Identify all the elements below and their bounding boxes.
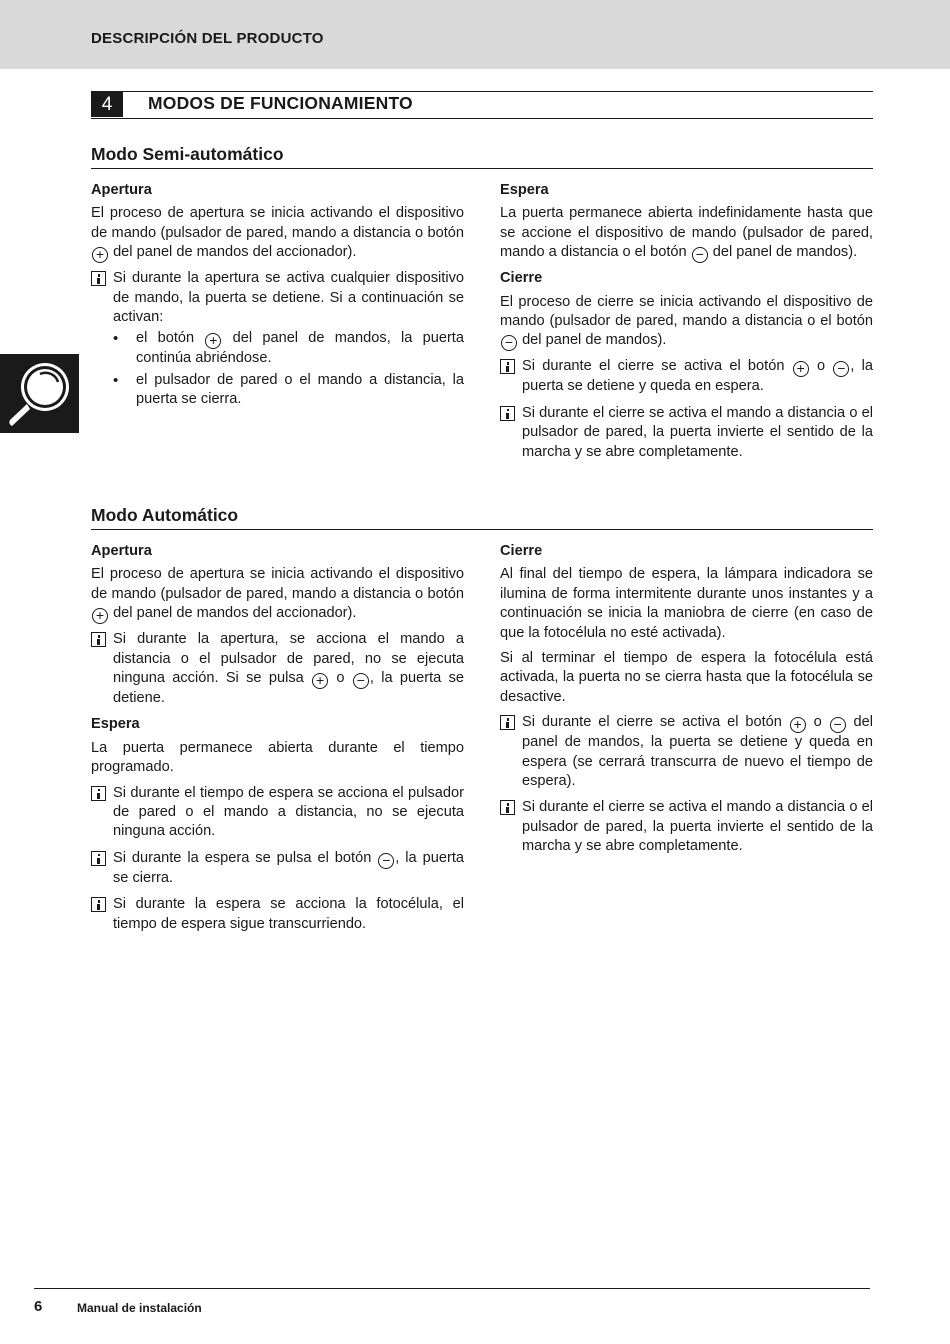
plus-button-icon: + [312,673,328,689]
info-icon [500,359,515,374]
minus-button-icon: − [692,247,708,263]
plus-button-icon: + [793,361,809,377]
semi-apertura-heading: Apertura [91,182,152,198]
auto-apertura-text: El proceso de apertura se inicia activando el dispositivo de mando (pulsador de pared, mando a distancia o botón + del panel de mandos del accionador). [91,566,464,624]
auto-apertura-note: Si durante la apertura, se acciona el mando a distancia o el pulsador de pared, no se ejecuta ninguna acción. Si se pulsa + o − , la puerta se detiene. [91,630,464,708]
plus-button-icon: + [92,247,108,263]
semi-cierre-heading: Cierre [500,270,543,287]
auto-cierre-note-1: Si durante el cierre se activa el botón + o − del panel de mandos, la puerta se detiene y queda en espera (se cerrará transcurra de nuevo el tiempo de espera). [500,713,873,791]
footer-label: Manual de instalación [77,1301,202,1315]
plus-button-icon: + [205,333,221,349]
minus-button-icon: − [833,361,849,377]
header-title: DESCRIPCIÓN DEL PRODUCTO [91,30,324,47]
info-icon [91,851,106,866]
auto-espera-note-2: Si durante la espera se pulsa el botón − , la puerta se cierra. [91,849,464,888]
semi-cierre-note-1: Si durante el cierre se activa el botón + o − , la puerta se detiene y queda en espera. [500,357,873,396]
info-icon [91,271,106,286]
semi-cierre-text: El proceso de cierre se inicia activando el dispositivo de mando (pulsador de pared, mando a distancia o el botón − del panel de mandos). [500,293,873,351]
auto-cierre-text-1: Al final del tiempo de espera, la lámpara indicadora se ilumina de forma intermitente durante unos instantes y a continuación se inicia la maniobra de cierre (en caso de que la fotocélula no esté activada). [500,566,873,641]
semi-espera-text: La puerta permanece abierta indefinidamente hasta que se accione el dispositivo de mando (pulsador de pared, mando a distancia o el botón − del panel de mandos). [500,205,873,263]
info-icon [91,897,106,912]
info-icon [500,406,515,421]
auto-espera-heading: Espera [91,716,140,733]
semi-apertura-note: Si durante la apertura se activa cualquier dispositivo de mando, la puerta se detiene. Si a continuación se activan: • el botón + del panel de mandos, la puerta continúa abriéndose. • el pulsador de pared o el mando a distancia, la puerta se cierra. [91,269,464,409]
info-icon [91,786,106,801]
semi-cierre-note-2: Si durante el cierre se activa el mando a distancia o el pulsador de pared, la puerta invierte el sentido de la marcha y se abre completamente. [500,404,873,462]
header-band [0,0,950,69]
semi-mode-title: Modo Semi-automático [91,144,873,169]
section-number: 4 [91,92,123,117]
plus-button-icon: + [790,717,806,733]
auto-right-column [500,542,873,864]
auto-espera-note-3: Si durante la espera se acciona la fotocélula, el tiempo de espera sigue transcurriendo. [91,895,464,934]
minus-button-icon: − [353,673,369,689]
semi-apertura-text: El proceso de apertura se inicia activando el dispositivo de mando (pulsador de pared, mando a distancia o botón + del panel de mandos del accionador). [91,205,464,263]
auto-cierre-heading: Cierre [500,543,543,559]
info-icon [500,800,515,815]
minus-button-icon: − [501,335,517,351]
semi-right-column [500,181,873,469]
section-heading [91,91,873,119]
side-tab [0,354,79,433]
list-item: • el botón + del panel de mandos, la puerta continúa abriéndose. [113,329,464,368]
page-number: 6 [34,1298,43,1315]
auto-cierre-text-2: Si al terminar el tiempo de espera la fotocélula está activada, la puerta no se cierra hasta que la fotocélula se desactive. [500,650,873,705]
semi-left-column [91,181,464,417]
minus-button-icon: − [378,853,394,869]
auto-apertura-heading: Apertura [91,543,152,559]
auto-espera-note-1: Si durante el tiempo de espera se acciona el pulsador de pared o el mando a distancia, no se ejecuta ninguna acción. [91,784,464,842]
minus-button-icon: − [830,717,846,733]
magnifier-icon [0,354,79,433]
footer-divider [34,1288,870,1289]
semi-espera-heading: Espera [500,182,549,198]
auto-espera-text: La puerta permanece abierta durante el tiempo programado. [91,739,464,776]
section-title: MODOS DE FUNCIONAMIENTO [148,93,413,113]
auto-left-column [91,542,464,941]
info-icon [91,632,106,647]
info-icon [500,715,515,730]
list-item: • el pulsador de pared o el mando a distancia, la puerta se cierra. [113,371,464,410]
auto-mode-title: Modo Automático [91,505,873,530]
plus-button-icon: + [92,608,108,624]
auto-cierre-note-2: Si durante el cierre se activa el mando a distancia o el pulsador de pared, la puerta invierte el sentido de la marcha y se abre completamente. [500,798,873,856]
